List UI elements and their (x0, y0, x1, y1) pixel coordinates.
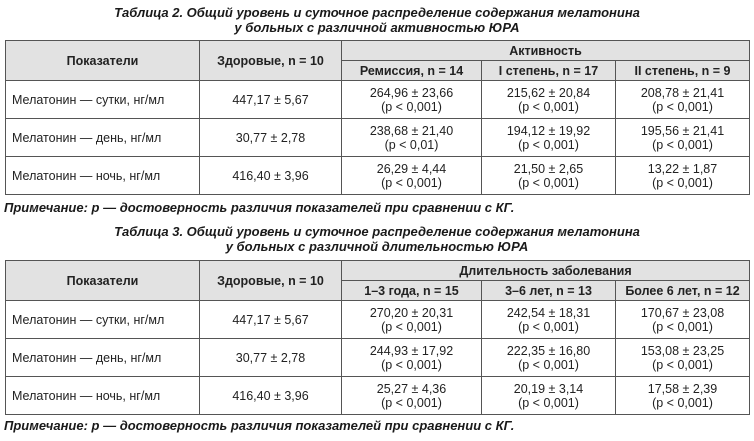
cell-value: 21,50 ± 2,65 (513, 161, 584, 176)
table2-subheader-1: Ремиссия, n = 14 (342, 61, 482, 81)
cell-p: (p < 0,001) (381, 175, 442, 190)
cell-value: 194,12 ± 19,92 (506, 123, 591, 138)
table2-header-group: Активность (342, 41, 750, 61)
cell-value: 20,19 ± 3,14 (513, 381, 584, 396)
row-label: Мелатонин — сутки, нг/мл (6, 301, 200, 339)
cell-p: (p < 0,001) (518, 137, 579, 152)
cell-p: (p < 0,001) (652, 137, 713, 152)
cell-value: 170,67 ± 23,08 (640, 305, 725, 320)
group-cell (342, 119, 482, 157)
group-cell (342, 157, 482, 195)
cell-p: (p < 0,001) (381, 395, 442, 410)
table2-note: Примечание: р — достоверность различия показателей при сравнении с КГ. (4, 200, 515, 215)
table3-subheader-2: 3–6 лет, n = 13 (482, 281, 616, 301)
cell-value: 270,20 ± 20,31 (369, 305, 454, 320)
healthy-value: 447,17 ± 5,67 (200, 301, 342, 339)
cell-p: (p < 0,001) (652, 99, 713, 114)
table3-header-row (6, 261, 750, 281)
table3-caption (0, 224, 754, 254)
cell-value: 222,35 ± 16,80 (506, 343, 591, 358)
group-cell (616, 377, 750, 415)
healthy-value: 30,77 ± 2,78 (200, 119, 342, 157)
cell-p: (p < 0,001) (518, 357, 579, 372)
cell-value: 13,22 ± 1,87 (647, 161, 718, 176)
cell-value: 195,56 ± 21,41 (640, 123, 725, 138)
cell-p: (p < 0,001) (518, 319, 579, 334)
group-cell (342, 81, 482, 119)
cell-p: (p < 0,001) (652, 395, 713, 410)
group-cell (342, 377, 482, 415)
row-label: Мелатонин — ночь, нг/мл (6, 377, 200, 415)
cell-value: 244,93 ± 17,92 (369, 343, 454, 358)
table3-note: Примечание: р — достоверность различия показателей при сравнении с КГ. (4, 418, 515, 433)
healthy-value: 30,77 ± 2,78 (200, 339, 342, 377)
cell-value: 238,68 ± 21,40 (369, 123, 454, 138)
cell-p: (p < 0,001) (652, 319, 713, 334)
table2-caption-line1: Таблица 2. Общий уровень и суточное распределение содержания мелатонина (114, 5, 640, 20)
cell-p: (p < 0,001) (518, 395, 579, 410)
group-cell (342, 301, 482, 339)
table-row (6, 119, 750, 157)
table2-caption (0, 5, 754, 35)
row-label: Мелатонин — ночь, нг/мл (6, 157, 200, 195)
cell-value: 153,08 ± 23,25 (640, 343, 725, 358)
table-row (6, 377, 750, 415)
group-cell (616, 339, 750, 377)
table-row (6, 339, 750, 377)
cell-value: 26,29 ± 4,44 (376, 161, 447, 176)
group-cell (616, 81, 750, 119)
cell-p: (p < 0,001) (652, 357, 713, 372)
group-cell (616, 157, 750, 195)
cell-value: 17,58 ± 2,39 (647, 381, 718, 396)
row-label: Мелатонин — день, нг/мл (6, 339, 200, 377)
table-row (6, 81, 750, 119)
row-label: Мелатонин — сутки, нг/мл (6, 81, 200, 119)
table2-header-row (6, 41, 750, 61)
cell-p: (p < 0,001) (518, 175, 579, 190)
cell-p: (p < 0,01) (384, 137, 439, 152)
table3-header-indicator: Показатели (6, 261, 200, 301)
group-cell (482, 119, 616, 157)
cell-p: (p < 0,001) (381, 357, 442, 372)
cell-value: 208,78 ± 21,41 (640, 85, 725, 100)
cell-value: 242,54 ± 18,31 (506, 305, 591, 320)
healthy-value: 416,40 ± 3,96 (200, 157, 342, 195)
group-cell (482, 157, 616, 195)
table2-header-indicator: Показатели (6, 41, 200, 81)
cell-p: (p < 0,001) (518, 99, 579, 114)
table3-caption-line2: у больных с различной длительностью ЮРА (225, 239, 529, 254)
group-cell (616, 119, 750, 157)
table-row (6, 157, 750, 195)
table3-header-group: Длительность заболевания (342, 261, 750, 281)
table3-header-healthy: Здоровые, n = 10 (200, 261, 342, 301)
table2-subheader-3: II степень, n = 9 (616, 61, 750, 81)
table3-subheader-3: Более 6 лет, n = 12 (616, 281, 750, 301)
group-cell (482, 81, 616, 119)
cell-value: 264,96 ± 23,66 (369, 85, 454, 100)
cell-p: (p < 0,001) (381, 99, 442, 114)
group-cell (616, 301, 750, 339)
group-cell (482, 301, 616, 339)
table3-caption-line1: Таблица 3. Общий уровень и суточное распределение содержания мелатонина (114, 224, 640, 239)
healthy-value: 416,40 ± 3,96 (200, 377, 342, 415)
table3-subheader-1: 1–3 года, n = 15 (342, 281, 482, 301)
cell-p: (p < 0,001) (381, 319, 442, 334)
table-row (6, 301, 750, 339)
group-cell (482, 339, 616, 377)
table2 (5, 40, 750, 195)
cell-value: 25,27 ± 4,36 (376, 381, 447, 396)
group-cell (342, 339, 482, 377)
table3 (5, 260, 750, 415)
row-label: Мелатонин — день, нг/мл (6, 119, 200, 157)
table2-caption-line2: у больных с различной активностью ЮРА (234, 20, 520, 35)
table2-header-healthy: Здоровые, n = 10 (200, 41, 342, 81)
cell-p: (p < 0,001) (652, 175, 713, 190)
group-cell (482, 377, 616, 415)
cell-value: 215,62 ± 20,84 (506, 85, 591, 100)
table2-subheader-2: I степень, n = 17 (482, 61, 616, 81)
healthy-value: 447,17 ± 5,67 (200, 81, 342, 119)
